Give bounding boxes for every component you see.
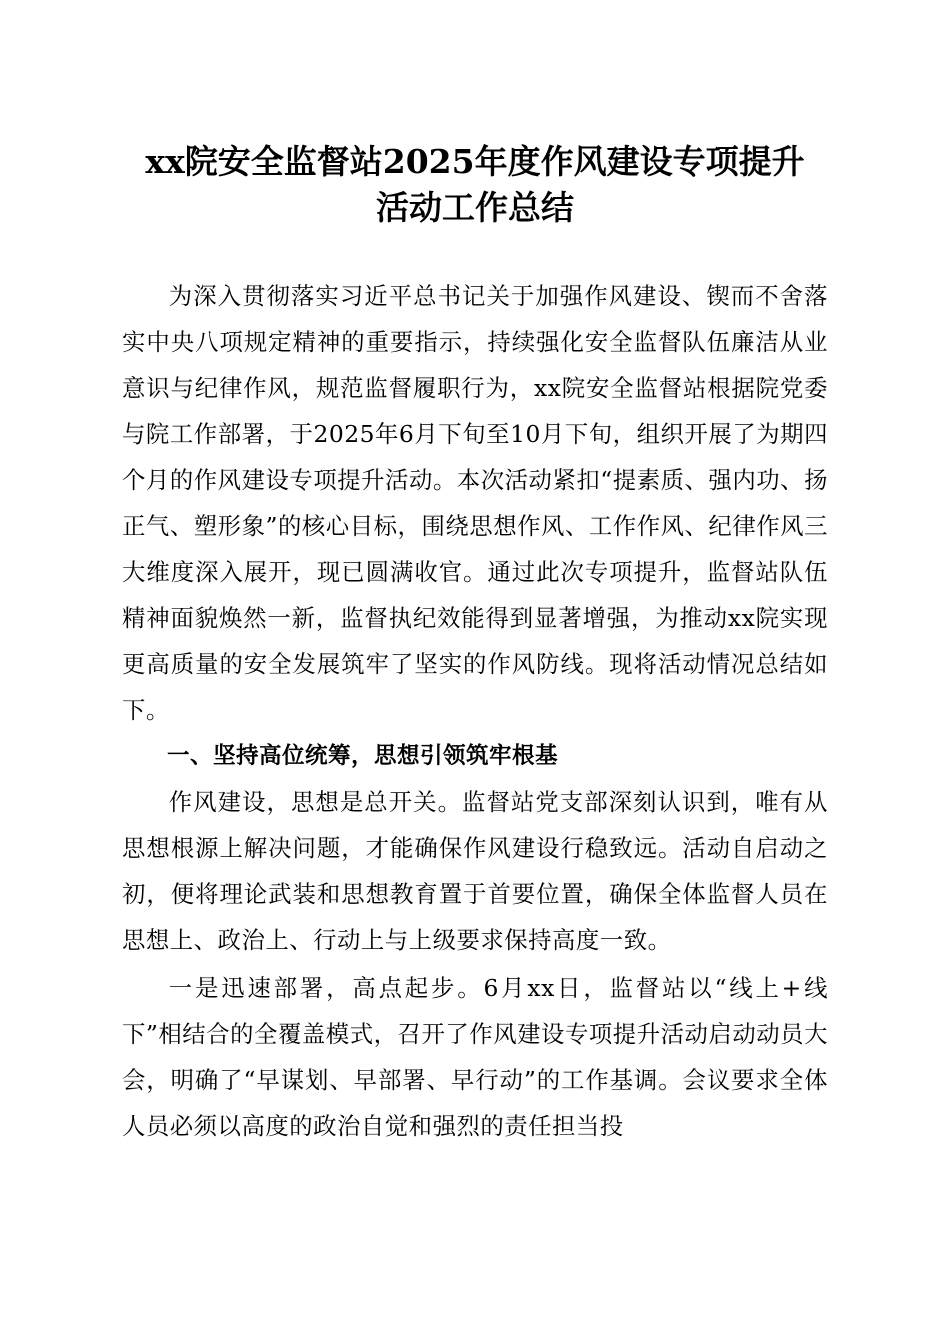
- section-1-heading: 一、坚持高位统筹，思想引领筑牢根基: [167, 743, 559, 769]
- document-title-line-2: 活动工作总结: [376, 188, 574, 227]
- document-body: [122, 273, 828, 1149]
- intro-paragraph: 为深入贯彻落实习近平总书记关于加强作风建设、锲而不舍落实中央八项规定精神的重要指示，持续强化安全监督队伍廉洁从业意识与纪律作风，规范监督履职行为，xx院安全监督站根据院党委与院工作部署，于2025年6月下旬至10月下旬，组织开展了为期四个月的作风建设专项提升活动。本次活动紧扣“提素质、强内功、扬正气、塑形象”的核心目标，围绕思想作风、工作作风、纪律作风三大维度深入展开，现已圆满收官。通过此次专项提升，监督站队伍精神面貌焕然一新，监督执纪效能得到显著增强，为推动xx院实现更高质量的安全发展筑牢了坚实的作风防线。现将活动情况总结如下。: [122, 282, 828, 724]
- section-1-paragraph-1: 作风建设，思想是总开关。监督站党支部深刻认识到，唯有从思想根源上解决问题，才能确保作风建设行稳致远。活动自启动之初，便将理论武装和思想教育置于首要位置，确保全体监督人员在思想上、政治上、行动上与上级要求保持高度一致。: [122, 788, 828, 954]
- section-1-paragraph-2: 一是迅速部署，高点起步。6月xx日，监督站以“线上+线下”相结合的全覆盖模式，召开了作风建设专项提升活动启动动员大会，明确了“早谋划、早部署、早行动”的工作基调。会议要求全体人员必须以高度的政治自觉和强烈的责任担当投: [122, 974, 828, 1140]
- document-title-line-1: xx院安全监督站2025年度作风建设专项提升: [145, 142, 805, 181]
